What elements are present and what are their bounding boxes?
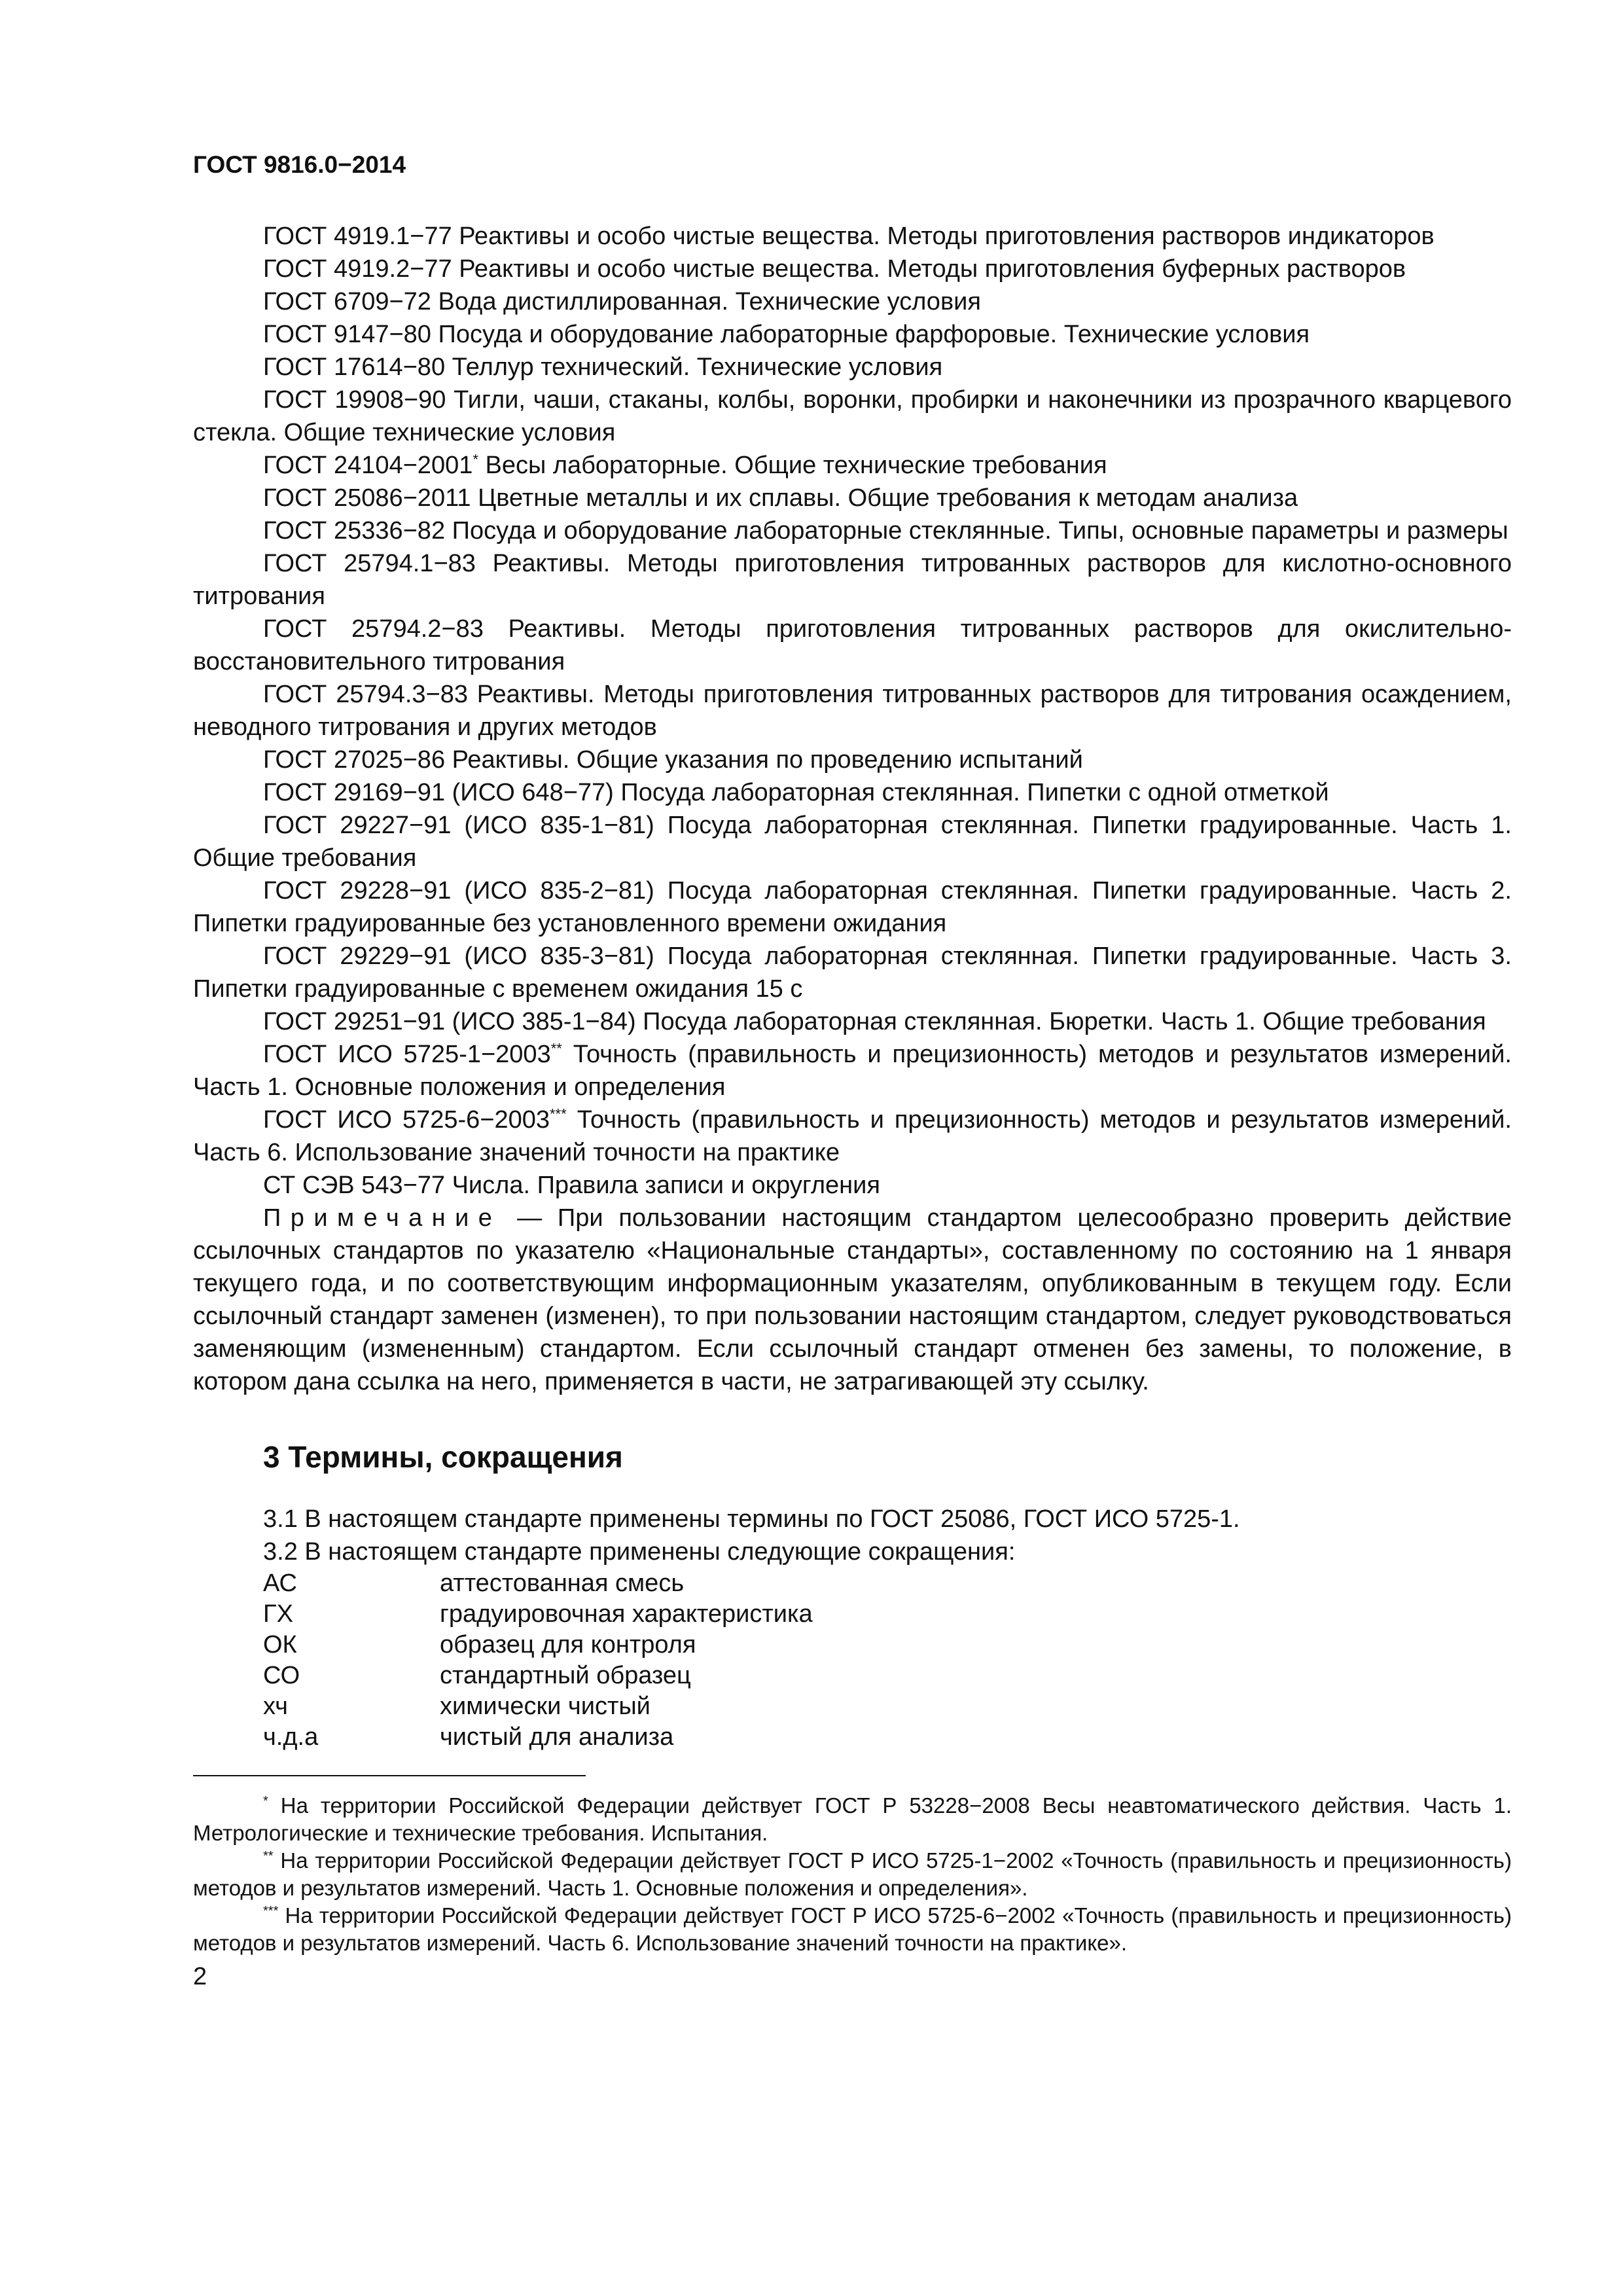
reference-item: СТ СЭВ 543−77 Числа. Правила записи и округления: [263, 1172, 880, 1199]
footnote: ** На территории Российской Федерации действует ГОСТ Р ИСО 5725-1−2002 «Точность (правильность и прецизионность) методов и результатов измерений. Часть 1. Основные положения и определения».: [193, 1848, 1512, 1900]
document-page: [193, 151, 1512, 2258]
reference-item: ГОСТ 25086−2011 Цветные металлы и их сплавы. Общие требования к методам анализа: [263, 484, 1298, 512]
reference-item: ГОСТ 27025−86 Реактивы. Общие указания по проведению испытаний: [263, 746, 1083, 774]
reference-item: ГОСТ 25794.3−83 Реактивы. Методы приготовления титрованных растворов для титрования осаждением, неводного титрования и других методов: [193, 681, 1512, 741]
abbreviation-key: АС: [263, 1570, 297, 1597]
reference-item: ГОСТ 19908−90 Тигли, чаши, стаканы, колбы, воронки, пробирки и наконечники из прозрачного кварцевого стекла. Общие технические условия: [193, 386, 1512, 446]
footnote-marker: **: [550, 1040, 562, 1057]
abbreviation-value: аттестованная смесь: [440, 1570, 685, 1597]
reference-item: ГОСТ 29229−91 (ИСО 835-3−81) Посуда лабораторная стеклянная. Пипетки градуированные. Часть 3. Пипетки градуированные с временем ожидания 15 с: [193, 942, 1512, 1003]
abbreviation-row: [193, 1630, 1512, 1660]
footnote-marker: *: [263, 1794, 268, 1808]
terms-paragraph: 3.1 В настоящем стандарте применены термины по ГОСТ 25086, ГОСТ ИСО 5725-1.: [263, 1505, 1240, 1533]
abbreviation-row: [193, 1691, 1512, 1722]
abbreviation-key: ОК: [263, 1631, 297, 1659]
footnote-divider: [193, 1775, 586, 1776]
footnote-marker: ***: [550, 1105, 567, 1122]
reference-item: ГОСТ 4919.1−77 Реактивы и особо чистые вещества. Методы приготовления растворов индикаторов: [263, 223, 1435, 250]
abbreviation-row: [193, 1599, 1512, 1630]
reference-item: ГОСТ 4919.2−77 Реактивы и особо чистые вещества. Методы приготовления буферных растворов: [263, 255, 1406, 283]
abbreviation-key: хч: [263, 1693, 288, 1720]
reference-item: ГОСТ 29228−91 (ИСО 835-2−81) Посуда лабораторная стеклянная. Пипетки градуированные. Часть 2. Пипетки градуированные без установленного времени ожидания: [193, 877, 1512, 937]
abbreviations-list: [193, 1568, 1512, 1753]
reference-item: ГОСТ ИСО 5725-1−2003** Точность (правильность и прецизионность) методов и результатов измерений. Часть 1. Основные положения и определения: [193, 1040, 1512, 1101]
reference-item: ГОСТ 29227−91 (ИСО 835-1−81) Посуда лабораторная стеклянная. Пипетки градуированные. Часть 1. Общие требования: [193, 812, 1512, 872]
abbreviation-value: образец для контроля: [440, 1631, 696, 1659]
footnotes: [193, 1792, 1512, 1957]
footnote-marker: **: [263, 1849, 274, 1863]
abbreviation-key: ч.д.а: [263, 1723, 319, 1751]
reference-item: ГОСТ 24104−2001* Весы лабораторные. Общие технические требования: [263, 451, 1107, 479]
reference-item: ГОСТ 17614−80 Теллур технический. Технические условия: [263, 353, 943, 381]
terms-section: [193, 1503, 1512, 1753]
document-header: ГОСТ 9816.0−2014: [193, 151, 406, 178]
reference-item: ГОСТ 29169−91 (ИСО 648−77) Посуда лабораторная стеклянная. Пипетки с одной отметкой: [263, 779, 1329, 806]
normative-references: [193, 220, 1512, 1202]
abbreviation-value: градуировочная характеристика: [440, 1600, 813, 1628]
note-label: Примечание: [263, 1204, 502, 1232]
references-note: [193, 1202, 1512, 1398]
footnote: * На территории Российской Федерации действует ГОСТ Р 53228−2008 Весы неавтоматического действия. Часть 1. Метрологические и технические требования. Испытания.: [193, 1793, 1512, 1845]
abbreviation-value: чистый для анализа: [440, 1723, 674, 1751]
reference-item: ГОСТ ИСО 5725-6−2003*** Точность (правильность и прецизионность) методов и результатов измерений. Часть 6. Использование значений точности на практике: [193, 1105, 1512, 1166]
abbreviation-value: химически чистый: [440, 1693, 651, 1720]
abbreviation-row: [193, 1568, 1512, 1599]
section-title: 3 Термины, сокращения: [263, 1440, 623, 1474]
abbreviation-value: стандартный образец: [440, 1662, 691, 1689]
reference-item: ГОСТ 25794.2−83 Реактивы. Методы приготовления титрованных растворов для окислительно-восстановительного титрования: [193, 615, 1512, 675]
footnote-marker: *: [473, 451, 478, 468]
note-text: — При пользовании настоящим стандартом целесообразно проверить действие ссылочных стандартов по указателю «Национальные стандарты», составленному по состоянию на 1 января текущего года, и по соответствующим информационным указателям, опубликованным в текущем году. Если ссылочный стандарт заменен (изменен), то при пользовании настоящим стандартом, следует руководствоваться заменяющим (измененным) стандартом. Если ссылочный стандарт отменен без замены, то положение, в котором дана ссылка на него, применяется в части, не затрагивающей эту ссылку.: [193, 1204, 1512, 1395]
reference-item: ГОСТ 9147−80 Посуда и оборудование лабораторные фарфоровые. Технические условия: [263, 321, 1310, 348]
abbreviation-row: [193, 1722, 1512, 1753]
reference-item: ГОСТ 25794.1−83 Реактивы. Методы приготовления титрованных растворов для кислотно-основного титрования: [193, 550, 1512, 610]
abbreviation-key: ГХ: [263, 1600, 293, 1628]
reference-item: ГОСТ 25336−82 Посуда и оборудование лабораторные стеклянные. Типы, основные параметры и размеры: [263, 517, 1508, 545]
reference-item: ГОСТ 29251−91 (ИСО 385-1−84) Посуда лабораторная стеклянная. Бюретки. Часть 1. Общие требования: [263, 1008, 1486, 1035]
abbreviation-key: СО: [263, 1662, 300, 1689]
abbreviations-paragraph: 3.2 В настоящем стандарте применены следующие сокращения:: [263, 1538, 1016, 1566]
abbreviation-row: [193, 1660, 1512, 1691]
reference-item: ГОСТ 6709−72 Вода дистиллированная. Технические условия: [263, 288, 981, 315]
footnote: *** На территории Российской Федерации действует ГОСТ Р ИСО 5725-6−2002 «Точность (правильность и прецизионность) методов и результатов измерений. Часть 6. Использование значений точности на практике».: [193, 1903, 1512, 1955]
footnote-marker: ***: [263, 1904, 279, 1918]
page-number: 2: [193, 1963, 207, 1990]
